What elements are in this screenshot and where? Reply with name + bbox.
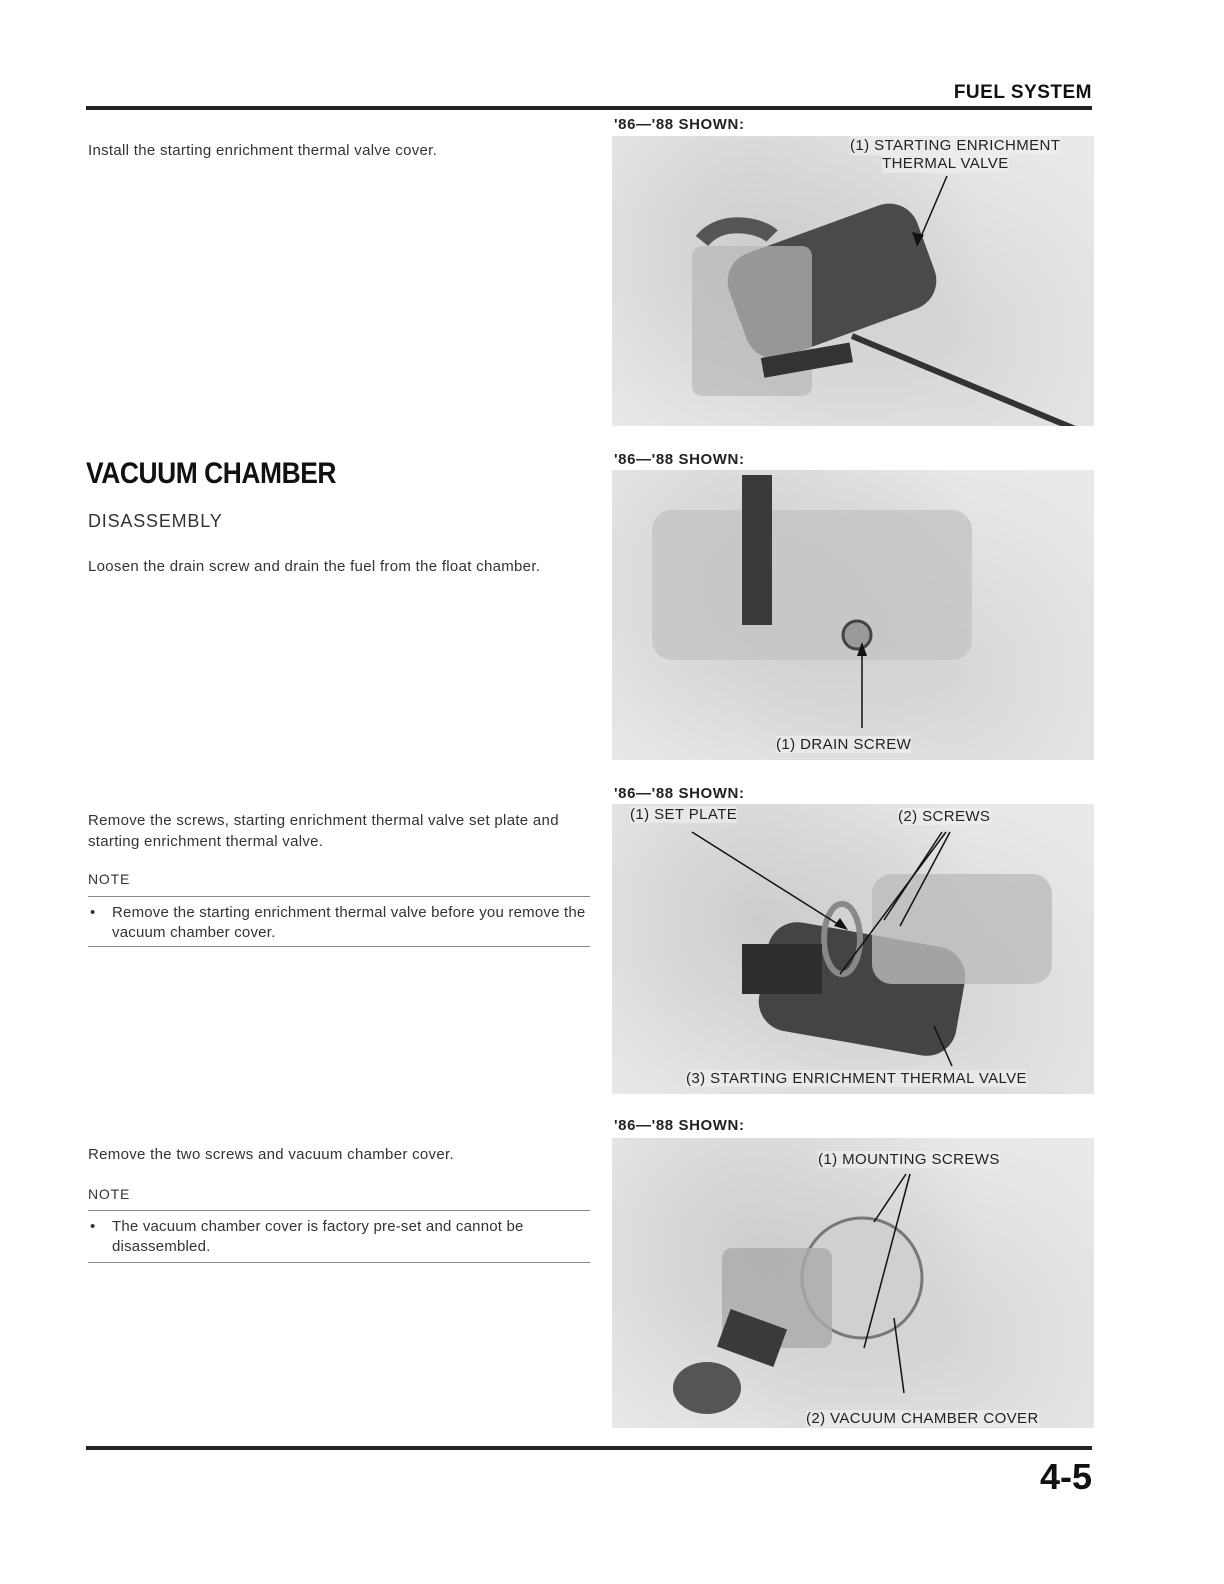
page-number: 4-5: [1039, 1456, 1092, 1497]
install-cover-step: Install the starting enrichment thermal valve cover.: [88, 142, 438, 159]
figure-caption: '86—'88 SHOWN:: [614, 785, 745, 802]
section-header: FUEL SYSTEM: [953, 82, 1092, 103]
note-divider: [88, 896, 590, 897]
note-item: • The vacuum chamber cover is factory pre-set and cannot be disassembled.: [90, 1218, 524, 1255]
header-rule: [86, 106, 1092, 110]
carburetor-illustration: [612, 136, 1094, 426]
note-label: NOTE: [88, 871, 131, 887]
remove-screws-step: Remove the screws, starting enrichment thermal valve set plate and starting enrichment thermal valve.: [88, 812, 559, 850]
figure-photo-set-plate: [612, 804, 1094, 1094]
figure-caption: '86—'88 SHOWN:: [614, 1117, 745, 1134]
note-divider: [88, 1262, 590, 1263]
figure-photo-drain-screw: [612, 470, 1094, 760]
note-item: • Remove the starting enrichment thermal valve before you remove the vacuum chamber cover.: [90, 904, 586, 941]
callout-label: (1) MOUNTING SCREWS: [818, 1151, 1000, 1168]
callout-label: (3) STARTING ENRICHMENT THERMAL VALVE: [686, 1070, 1027, 1087]
figure-caption: '86—'88 SHOWN:: [614, 116, 745, 133]
figure-caption: '86—'88 SHOWN:: [614, 451, 745, 468]
callout-label: (1) STARTING ENRICHMENT: [850, 137, 1061, 154]
note-label: NOTE: [88, 1186, 131, 1202]
figure-photo-thermal-valve: [612, 136, 1094, 426]
note-divider: [88, 1210, 590, 1211]
bullet-icon: •: [90, 904, 96, 921]
subsection-title: DISASSEMBLY: [88, 511, 223, 531]
carburetor-illustration: [612, 470, 1094, 760]
callout-label: (2) SCREWS: [898, 808, 991, 825]
callout-label: (2) VACUUM CHAMBER COVER: [806, 1410, 1039, 1427]
bullet-icon: •: [90, 1218, 96, 1235]
carburetor-illustration: [612, 804, 1094, 1094]
carburetor-illustration: [612, 1138, 1094, 1428]
note-divider: [88, 946, 590, 947]
callout-label: (1) DRAIN SCREW: [776, 736, 912, 753]
section-title: VACUUM CHAMBER: [86, 457, 337, 490]
footer-rule: [86, 1446, 1092, 1450]
drain-step: Loosen the drain screw and drain the fuel from the float chamber.: [88, 558, 541, 575]
callout-label: THERMAL VALVE: [882, 155, 1009, 172]
figure-photo-chamber-cover: [612, 1138, 1094, 1428]
callout-label: (1) SET PLATE: [630, 806, 738, 823]
remove-cover-step: Remove the two screws and vacuum chamber cover.: [88, 1146, 454, 1163]
